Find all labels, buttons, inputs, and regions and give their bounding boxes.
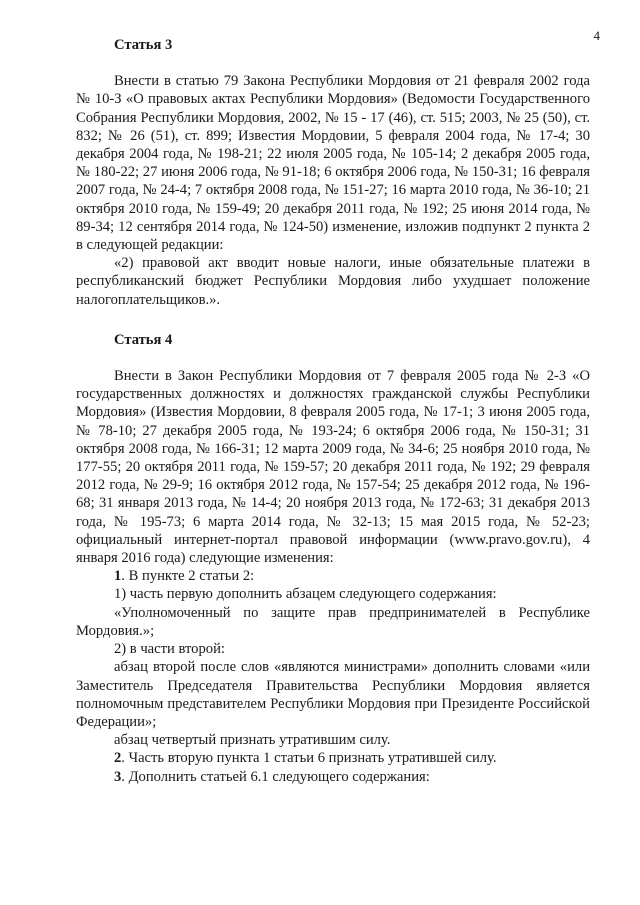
article-3-quote: «2) правовой акт вводит новые налоги, иные обязательные платежи в республиканский бюджет Республики Мордовия либо ухудшает положение налогоплательщиков.». <box>76 255 590 308</box>
article-3-body: Внести в статью 79 Закона Республики Мордовия от 21 февраля 2002 года № 10-З «О правовых актах Республики Мордовия» (Ведомости Государственного Собрания Республики Мордовия, 2002, № 15 - 17 (46), ст. 515; 2003, № 25 (50), ст. 832; № 26 (51), ст. 899; Известия Мордовии, 5 февраля 2004 года, № 17-4; 30 декабря 2004 года, № 198-21; 22 июля 2005 года, № 105-14; 2 декабря 2005 года, № 180-22; 27 июня 2006 года, № 91-18; 6 октября 2006 года, № 150-31; 16 февраля 2007 года, № 24-4; 7 октября 2008 года, № 151-27; 16 марта 2010 года, № 36-10; 21 октября 2010 года, № 159-49; 20 декабря 2011 года, № 192; 25 июня 2014 года, № 89-34; 12 сентября 2014 года, № 124-50) изменение, изложив подпункт 2 пункта 2 в следующей редакции: <box>76 73 590 254</box>
page-number: 4 <box>593 28 600 43</box>
article-4-sub-1: 1) часть первую дополнить абзацем следующего содержания: <box>114 586 497 603</box>
article-4-sub-2-para-a: абзац второй после слов «являются министрами» дополнить словами «или Заместитель Председателя Правительства Республики Мордовия является полномочным представителем Республики Мордовия при Президенте Российской Федерации»; <box>76 659 590 730</box>
item-3-text: . Дополнить статьей 6.1 следующего содержания: <box>121 768 430 785</box>
article-4-sub-2-para-b: абзац четвертый признать утратившим силу. <box>114 732 391 749</box>
article-3-heading: Статья 3 <box>114 37 173 53</box>
item-1-number: 1 <box>114 568 122 585</box>
article-4-item-2 <box>76 749 590 767</box>
item-2-number: 2 <box>114 750 122 767</box>
article-4-item-1 <box>76 567 590 585</box>
article-4-heading: Статья 4 <box>114 331 173 348</box>
article-4-sub-2: 2) в части второй: <box>114 641 225 658</box>
item-1-text: . В пункте 2 статьи 2: <box>121 568 255 585</box>
item-2-text: . Часть вторую пункта 1 статьи 6 признать утратившей силу. <box>121 750 497 767</box>
article-4-intro: Внести в Закон Республики Мордовия от 7 февраля 2005 года № 2-З «О государственных должностях и должностях гражданской службы Республики Мордовия» (Известия Мордовии, 8 февраля 2005 года, № 17-1; 3 июня 2005 года, № 78-10; 27 декабря 2005 года, № 193-24; 6 октября 2006 года, № 150-31; 31 октября 2008 года, № 166-31; 12 марта 2009 года, № 34-6; 25 ноября 2010 года, № 177-55; 20 октября 2011 года, № 159-57; 20 декабря 2011 года, № 192; 29 февраля 2012 года, № 29-9; 16 октября 2012 года, № 157-54; 25 декабря 2012 года, № 196-68; 31 января 2013 года, № 14-4; 20 ноября 2013 года, № 172-63; 31 декабря 2013 года, № 195-73; 6 марта 2014 года, № 32-13; 15 мая 2015 года, № 52-23; официальный интернет-портал правовой информации (www.pravo.gov.ru), 4 января 2016 года) следующие изменения: <box>76 368 590 567</box>
item-3-number: 3 <box>114 768 122 785</box>
article-4-item-3 <box>76 768 590 786</box>
document-body <box>76 36 590 786</box>
article-4-sub-1-quote: «Уполномоченный по защите прав предпринимателей в Республике Мордовия.»; <box>76 604 590 639</box>
